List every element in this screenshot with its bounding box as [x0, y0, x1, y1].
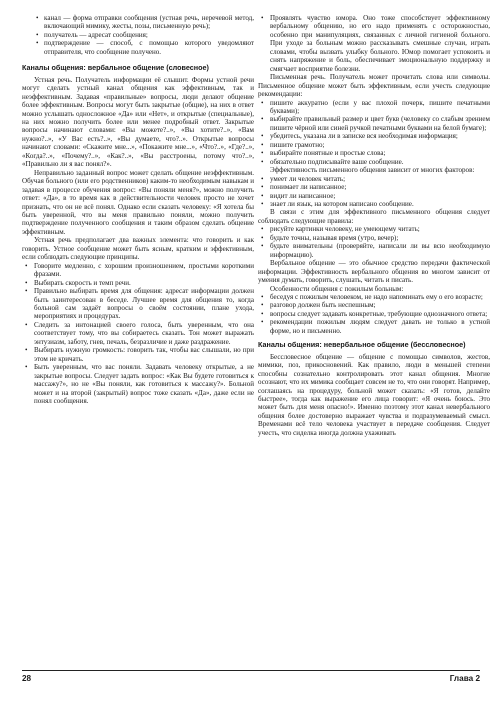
principles-list	[22, 262, 254, 406]
list-item: • видит ли написанное;	[261, 191, 336, 200]
bullet-icon: •	[261, 233, 264, 242]
section-heading-verbal: Каналы общения: вербальное общение (словесное)	[22, 63, 209, 73]
humor-list	[258, 14, 490, 73]
paragraph-two-elements: Устная речь предполагает два важных элемента: что говорить и как говорить. Устное сообщение может быть ясным, кратким и эффективным, если соблюдать следующие принципы.	[22, 236, 254, 262]
footer-rule	[22, 670, 480, 671]
bullet-icon: •	[25, 287, 28, 296]
left-column	[22, 14, 254, 405]
bullet-icon: •	[261, 191, 264, 200]
bullet-icon: •	[25, 363, 28, 372]
bullet-icon: •	[36, 39, 39, 48]
paragraph-elderly-intro: Особенности общения с пожилым больным:	[270, 284, 404, 293]
list-item: • знает ли язык, на котором написано сообщение.	[261, 199, 414, 208]
rules-list	[258, 225, 490, 259]
bullet-icon: •	[261, 157, 264, 166]
list-item: • Выбирать скорость и темп речи.	[25, 278, 131, 287]
bullet-icon: •	[25, 320, 28, 329]
message-components-list	[22, 14, 254, 56]
bullet-icon: •	[36, 14, 39, 22]
page-number: 28	[22, 674, 32, 683]
paragraph-effectiveness-factors: Эффективность письменного общения зависит от многих факторов:	[270, 166, 475, 175]
list-item: • получатель — адресат сообщения;	[36, 30, 148, 39]
bullet-icon: •	[261, 14, 264, 22]
chapter-label: Глава 2	[449, 674, 480, 683]
list-item: • Выбирать нужную громкость: говорить так, чтобы вас слышали, но при этом не кричать.	[25, 346, 254, 363]
list-item: • выбирайте понятные и простые слова;	[261, 149, 386, 158]
written-recommendations-list	[258, 99, 490, 167]
list-item: • убедитесь, указана ли в записке вся необходимая информация;	[261, 132, 458, 141]
factors-list	[258, 175, 490, 209]
list-item: • будьте точны, называя время (утро, вечер);	[261, 233, 399, 242]
list-item: • будьте внимательны (проверяйте, написали ли вы всю необходимую информацию).	[261, 242, 490, 259]
list-item: • разговор должен быть неспешным;	[261, 301, 376, 310]
bullet-icon: •	[261, 292, 264, 301]
list-item: • Проявлять чувство юмора. Оно тоже способствует эффективному вербальному общению, но его надо применять с осторожностью, особенно при манипуляциях, связанных с личной гигиеной больного. При уходе за больным можно рассказывать смешные случаи, играть словами, чтобы вызвать улыбку больного. Юмор помогает успокоить и снять напряжение и боль, обеспечивает эмоциональную поддержку и смягчает восприятие болезни.	[261, 14, 490, 73]
list-item: • выбирайте правильный размер и цвет букв (человеку со слабым зрением пишите чёрной или синей ручкой печатными буквами на белой бумаге);	[261, 115, 490, 132]
bullet-icon: •	[25, 278, 28, 287]
bullet-icon: •	[261, 132, 264, 141]
paragraph-nonverbal: Бессловесное общение — общение с помощью символов, жестов, мимики, поз, прикосновений. Как правило, люди в меньшей степени способны сознательно контролировать этот канал общения. Многие осознают, что их мимика сообщает совсем не то, что они говорят. Например, соглашаясь на процедуру, больной может сказать: «Я готов, делайте быстрее», тогда как выражение его лица говорит: «Я очень боюсь. Это может быть для меня опасно!». Именно поэтому этот канал невербального общения более достоверно выражает чувства и подразумеваемый смысл. Временами всё тело человека участвует в передаче сообщения. Следует учесть, что сиделка иногда должна ухаживать	[258, 352, 490, 437]
list-item: • обязательно подписывайте ваше сообщение.	[261, 157, 404, 166]
bullet-icon: •	[261, 98, 264, 107]
bullet-icon: •	[261, 140, 264, 149]
paragraph-written-speech: Письменная речь. Получатель может прочитать слова или символы. Письменное общение может быть эффективным, если учесть следующие рекомендации:	[258, 73, 490, 99]
list-item: • пишите аккуратно (если у вас плохой почерк, пишите печатными буквами);	[261, 98, 490, 115]
list-item: • понимает ли написанное;	[261, 183, 347, 192]
paragraph-oral-speech: Устная речь. Получатель информации её слышит. Формы устной речи могут сделать устный канал общения как эффективным, так и неэффективным. Задавая «правильные» вопросы, люди делают общение более эффективным. Вопросы могут быть закрытые (общие), на них в ответ можно услышать односложное «Да» или «Нет», и открытые (специальные), на них можно получить более или менее подробный ответ. Закрытые вопросы начинают словами: «Вы можете?..», «Вы хотите?..», «Вам нужно?..», «У Вас есть?..», «Вы думаете, что?..». Открытые вопросы начинают словами: «Скажите мне...», «Покажите мне...», «Что?..», «Где?..», «Когда?..», «Почему?..», «Как?..», «Вы расстроены, потому что?..», «Правильно ли я вас понял?».	[22, 75, 254, 169]
paragraph-wrong-question: Неправильно заданный вопрос может сделать общение неэффективным. Обучая больного (или его родственников) каким-то необходимым навыкам и задавая в процессе обучения вопрос: «Вы поняли меня?», можно получить ответ: «Да», в то время как в действительности человек просто не хочет признать, что он не всё понял. Однако если сказать человеку: «Я хотела бы быть уверенной, что вы меня правильно поняли, можно получить подтверждение полученного сообщения и таким образом сделать общение эффективным.	[22, 168, 254, 236]
list-item: • беседуя с пожилым человеком, не надо напоминать ему о его возрасте;	[261, 292, 483, 301]
list-item: • рисуйте картинки человеку, не умеющему читать;	[261, 225, 420, 234]
section-heading-nonverbal: Каналы общения: невербальное общение (бессловесное)	[258, 340, 466, 350]
list-item: • Говорите медленно, с хорошим произношением, простыми короткими фразами.	[25, 261, 254, 279]
bullet-icon: •	[261, 309, 264, 318]
bullet-icon: •	[261, 115, 264, 124]
bullet-icon: •	[261, 301, 264, 310]
list-item: • канал — форма отправки сообщения (устная речь, неречевой метод, включающий мимику, жесты, позы, письменную речь);	[36, 14, 254, 31]
list-item: • подтверждение — способ, с помощью которого уведомляют отправителя, что сообщение получено.	[36, 39, 254, 56]
list-item: • Правильно выбирать время для общения: адресат информации должен быть заинтересован в беседе. Лучшее время для общения то, когда больной сам задаёт вопросы о своём состоянии, плане ухода, мероприятиях и процедурах.	[25, 287, 254, 321]
paragraph-verbal-summary: Вербальное общение — это обычное средство передачи фактической информации. Эффективность вербального общения во многом зависит от умения думать, говорить, слушать, читать и писать.	[258, 259, 490, 285]
bullet-icon: •	[36, 30, 39, 39]
paragraph-rules-intro: В связи с этим для эффективного письменного общения следует соблюдать следующие правила:	[258, 208, 490, 225]
bullet-icon: •	[261, 318, 264, 327]
bullet-icon: •	[261, 225, 264, 234]
list-item: • умеет ли человек читать;	[261, 174, 346, 183]
list-item: • рекомендации пожилым людям следует давать не только в устной форме, но и письменно.	[261, 318, 490, 335]
right-column	[258, 14, 490, 437]
bullet-icon: •	[261, 149, 264, 158]
bullet-icon: •	[25, 346, 28, 355]
bullet-icon: •	[261, 174, 264, 183]
list-item: • Следить за интонацией своего голоса, быть уверенным, что она соответствует тому, что вы собираетесь сказать. Тон может выражать энтузиазм, заботу, гнев, печаль, безразличие и даже раздражение.	[25, 320, 254, 346]
list-item: • Быть уверенным, что вас поняли. Задавать человеку открытые, а не закрытые вопросы. Следует задать вопрос: «Как Вы будете готовиться к массажу?», но не «Вы поняли, как готовиться к массажу?». Больной может и на второй (закрытый) вопрос тоже сказать «Да», даже если не понял сообщения.	[25, 363, 254, 405]
bullet-icon: •	[261, 199, 264, 208]
list-item: • вопросы следует задавать конкретные, требующие однозначного ответа;	[261, 309, 488, 318]
bullet-icon: •	[261, 242, 264, 251]
bullet-icon: •	[25, 261, 28, 270]
bullet-icon: •	[261, 183, 264, 192]
list-item: • пишите грамотно;	[261, 140, 325, 149]
elderly-list	[258, 293, 490, 335]
